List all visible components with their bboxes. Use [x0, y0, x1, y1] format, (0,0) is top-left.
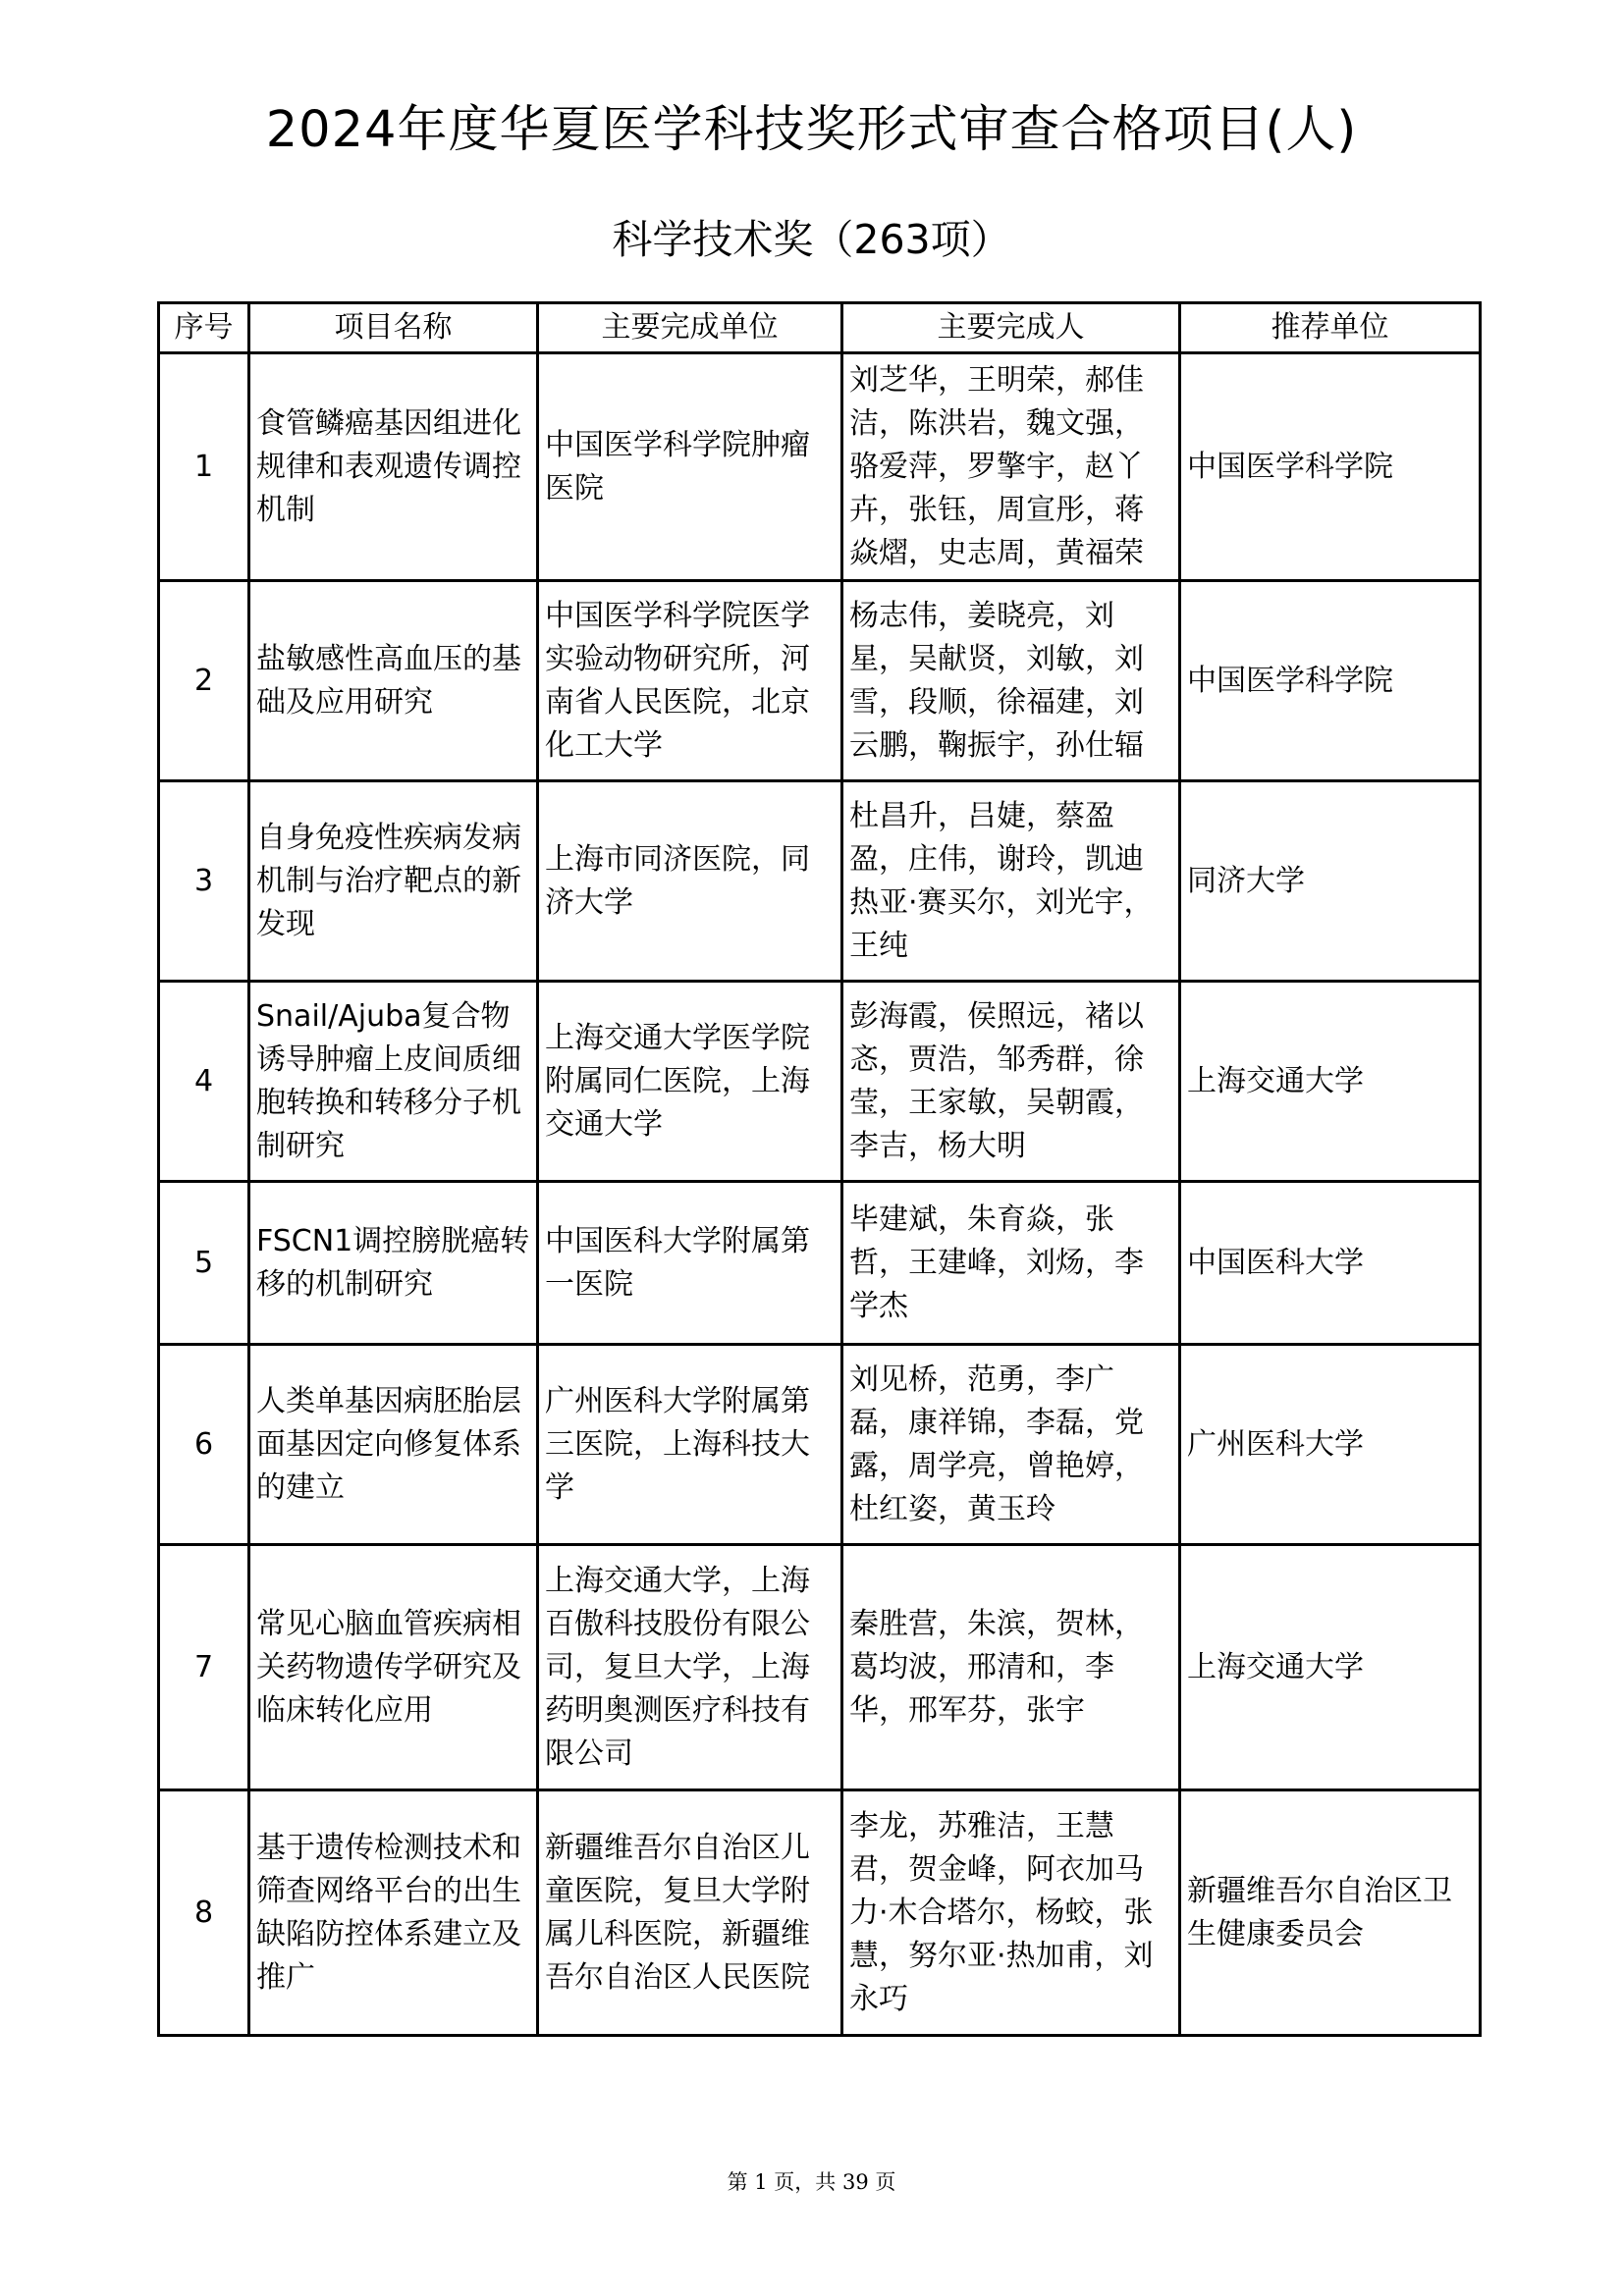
table-row [159, 353, 1481, 581]
cell-no: 1 [159, 353, 249, 581]
cell-project-name: 常见心脑血管疾病相关药物遗传学研究及临床转化应用 [249, 1545, 538, 1790]
cell-no: 7 [159, 1545, 249, 1790]
cell-main-unit: 上海交通大学医学院附属同仁医院，上海交通大学 [538, 982, 842, 1182]
cell-main-people: 毕建斌，朱育焱，张哲，王建峰，刘炀，李学杰 [842, 1182, 1180, 1345]
document-title: 2024年度华夏医学科技奖形式审查合格项目(人) [265, 101, 1358, 159]
cell-project-name: 基于遗传检测技术和筛查网络平台的出生缺陷防控体系建立及推广 [249, 1790, 538, 2036]
cell-main-unit: 中国医学科学院医学实验动物研究所，河南省人民医院，北京化工大学 [538, 581, 842, 781]
cell-main-people: 刘芝华，王明荣，郝佳洁，陈洪岩，魏文强，骆爱萍，罗擎宇，赵丫卉，张钰，周宣彤，蒋焱熠，史志周，黄福荣 [842, 353, 1180, 581]
table-row [159, 1545, 1481, 1790]
cell-no: 8 [159, 1790, 249, 2036]
cell-main-people: 刘见桥，范勇，李广磊，康祥锦，李磊，党露，周学亮，曾艳婷，杜红姿，黄玉玲 [842, 1345, 1180, 1545]
cell-main-unit: 新疆维吾尔自治区儿童医院，复旦大学附属儿科医院，新疆维吾尔自治区人民医院 [538, 1790, 842, 2036]
table-row [159, 1182, 1481, 1345]
cell-recommender: 上海交通大学 [1180, 1545, 1481, 1790]
cell-main-unit: 中国医科大学附属第一医院 [538, 1182, 842, 1345]
cell-project-name: 自身免疫性疾病发病机制与治疗靶点的新发现 [249, 781, 538, 982]
cell-main-unit: 中国医学科学院肿瘤医院 [538, 353, 842, 581]
cell-main-unit: 上海市同济医院，同济大学 [538, 781, 842, 982]
cell-project-name: 盐敏感性高血压的基础及应用研究 [249, 581, 538, 781]
header-main-unit: 主要完成单位 [538, 303, 842, 353]
cell-main-unit: 广州医科大学附属第三医院，上海科技大学 [538, 1345, 842, 1545]
cell-main-people: 杜昌升，吕婕，蔡盈盈，庄伟，谢玲，凯迪热亚·赛买尔，刘光宇，王纯 [842, 781, 1180, 982]
section-title: 科学技术奖（263项） [612, 216, 1011, 263]
awards-table [157, 301, 1482, 2037]
cell-recommender: 新疆维吾尔自治区卫生健康委员会 [1180, 1790, 1481, 2036]
cell-project-name: 人类单基因病胚胎层面基因定向修复体系的建立 [249, 1345, 538, 1545]
page-number: 第 1 页，共 39 页 [727, 2170, 896, 2194]
cell-no: 3 [159, 781, 249, 982]
header-main-people: 主要完成人 [842, 303, 1180, 353]
header-recommender: 推荐单位 [1180, 303, 1481, 353]
table-row [159, 781, 1481, 982]
table-header-row [159, 303, 1481, 353]
cell-recommender: 中国医科大学 [1180, 1182, 1481, 1345]
cell-recommender: 上海交通大学 [1180, 982, 1481, 1182]
cell-main-people: 李龙，苏雅洁，王慧君，贺金峰，阿衣加马力·木合塔尔，杨蛟，张慧，努尔亚·热加甫，刘永巧 [842, 1790, 1180, 2036]
cell-project-name: FSCN1调控膀胱癌转移的机制研究 [249, 1182, 538, 1345]
cell-main-unit: 上海交通大学，上海百傲科技股份有限公司，复旦大学，上海药明奥测医疗科技有限公司 [538, 1545, 842, 1790]
cell-project-name: Snail/Ajuba复合物诱导肿瘤上皮间质细胞转换和转移分子机制研究 [249, 982, 538, 1182]
cell-no: 5 [159, 1182, 249, 1345]
cell-main-people: 彭海霞，侯照远，褚以忞，贾浩，邹秀群，徐莹，王家敏，吴朝霞，李吉，杨大明 [842, 982, 1180, 1182]
header-project-name: 项目名称 [249, 303, 538, 353]
cell-project-name: 食管鳞癌基因组进化规律和表观遗传调控机制 [249, 353, 538, 581]
cell-recommender: 中国医学科学院 [1180, 581, 1481, 781]
table-row [159, 1790, 1481, 2036]
cell-main-people: 杨志伟，姜晓亮，刘星，吴献贤，刘敏，刘雪，段顺，徐福建，刘云鹏，鞠振宇，孙仕辐 [842, 581, 1180, 781]
cell-no: 6 [159, 1345, 249, 1545]
cell-recommender: 中国医学科学院 [1180, 353, 1481, 581]
table-row [159, 581, 1481, 781]
table-row [159, 982, 1481, 1182]
cell-no: 4 [159, 982, 249, 1182]
cell-no: 2 [159, 581, 249, 781]
header-no: 序号 [159, 303, 249, 353]
cell-main-people: 秦胜营，朱滨，贺林，葛均波，邢清和，李华，邢军芬，张宇 [842, 1545, 1180, 1790]
cell-recommender: 同济大学 [1180, 781, 1481, 982]
cell-recommender: 广州医科大学 [1180, 1345, 1481, 1545]
table-row [159, 1345, 1481, 1545]
